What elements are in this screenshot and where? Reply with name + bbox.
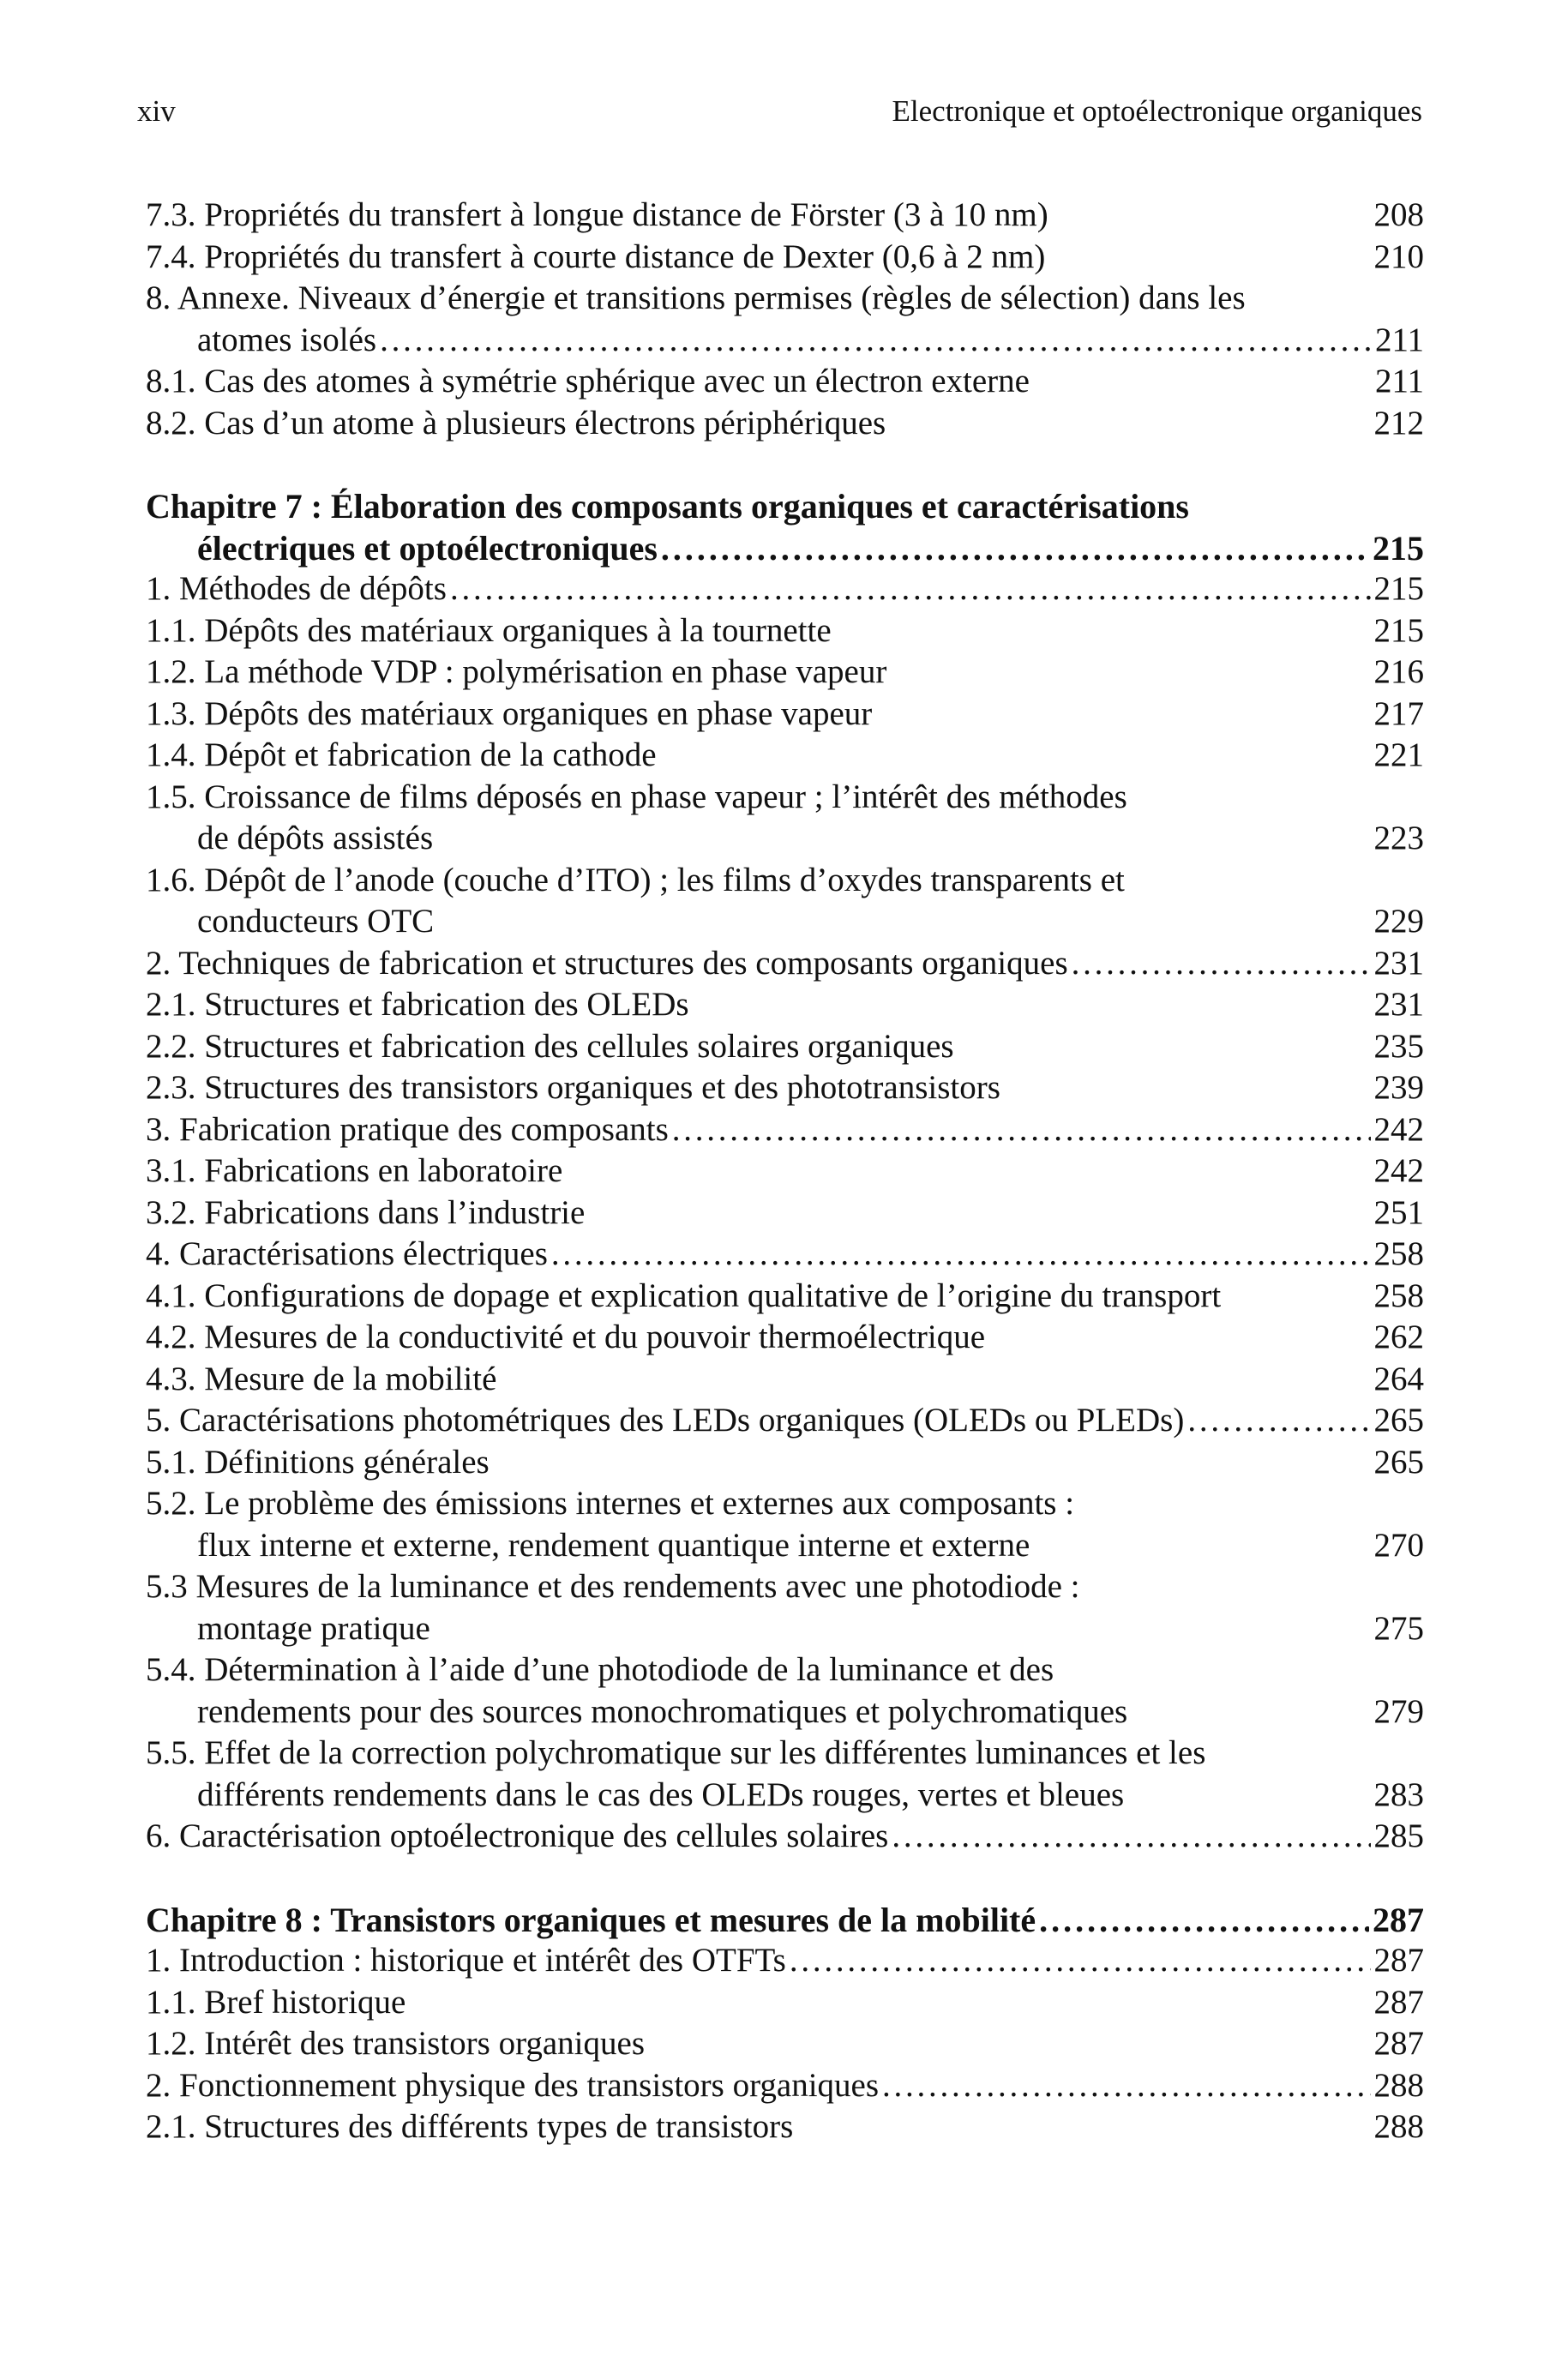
toc-entry-continuation — [146, 1525, 1424, 1567]
toc-entry-continuation — [146, 818, 1424, 860]
toc-entry — [146, 278, 1424, 320]
toc-entry-title: 3. Fabrication pratique des composants — [146, 1110, 669, 1148]
dot-leader — [1187, 1400, 1370, 1442]
dot-leader — [551, 1234, 1371, 1276]
toc-entry — [146, 1982, 1424, 2024]
toc-entry — [146, 1483, 1424, 1525]
toc-entry-page: 208 — [1373, 196, 1424, 233]
dot-leader — [672, 1109, 1371, 1151]
toc-entry — [146, 1026, 1424, 1068]
toc-entry-title: 1.2. Intérêt des transistors organiques — [146, 2025, 645, 2062]
toc-entry — [146, 1442, 1424, 1484]
toc-entry-page: 215 — [1373, 570, 1424, 607]
toc-entry-page: 287 — [1373, 2025, 1424, 2062]
dot-leader — [380, 320, 1372, 362]
page-number: xiv — [137, 94, 176, 128]
toc-entry-page: 288 — [1373, 2108, 1424, 2145]
toc-entry-title: flux interne et externe, rendement quantique interne et externe — [197, 1526, 1030, 1564]
toc-entry-title: 5. Caractérisations photométriques des LEDs organiques (OLEDs ou PLEDs) — [146, 1402, 1185, 1439]
toc-entry — [146, 943, 1424, 985]
chapter-7-heading — [146, 485, 1424, 568]
toc-entry — [146, 361, 1424, 403]
toc-entry-continuation — [146, 901, 1424, 943]
chapter-8-heading — [146, 1899, 1424, 1941]
toc-entry-page: 217 — [1373, 694, 1424, 732]
toc-entry-page: 212 — [1373, 404, 1424, 442]
toc-entry-page: 211 — [1374, 321, 1424, 358]
toc-entry — [146, 1067, 1424, 1109]
toc-entry — [146, 568, 1424, 610]
toc-entry-title: 1.1. Dépôts des matériaux organiques à la tournette — [146, 611, 832, 649]
toc-entry-title: 4.1. Configurations de dopage et explication qualitative de l’origine du transport — [146, 1277, 1222, 1314]
toc-entry-page: 215 — [1373, 611, 1424, 649]
toc-entry-page: 231 — [1373, 944, 1424, 982]
toc-entry-page: 231 — [1373, 986, 1424, 1023]
toc-entry — [146, 694, 1424, 736]
toc-entry — [146, 1234, 1424, 1276]
toc-entry-title: 4. Caractérisations électriques — [146, 1235, 548, 1272]
dot-leader — [450, 568, 1371, 610]
toc-entry-title: 8.1. Cas des atomes à symétrie sphérique avec un électron externe — [146, 363, 1030, 400]
toc-entry-title: 1.3. Dépôts des matériaux organiques en phase vapeur — [146, 694, 873, 732]
toc-entry-title: 8.2. Cas d’un atome à plusieurs électrons périphériques — [146, 404, 886, 442]
toc-entry-title: 1.2. La méthode VDP : polymérisation en phase vapeur — [146, 653, 887, 690]
toc-entry-title: 4.3. Mesure de la mobilité — [146, 1360, 497, 1397]
toc-entry — [146, 1733, 1424, 1775]
toc-entry-title: 1. Méthodes de dépôts — [146, 570, 447, 607]
toc-entry-title: 8. Annexe. Niveaux d’énergie et transitions permises (règles de sélection) dans les — [146, 279, 1246, 316]
toc-entry-page: 235 — [1373, 1027, 1424, 1065]
toc-entry-title: de dépôts assistés — [197, 820, 434, 856]
toc-entry-title: 1. Introduction : historique et intérêt des OTFTs — [146, 1942, 786, 1979]
toc-entry — [146, 1940, 1424, 1982]
toc-entry-page: 239 — [1373, 1069, 1424, 1106]
toc-entry-page: 264 — [1373, 1360, 1424, 1397]
toc-entry — [146, 2106, 1424, 2148]
toc-entry-page: 216 — [1373, 653, 1424, 690]
toc-entry-title: 2.1. Structures et fabrication des OLEDs — [146, 986, 689, 1023]
toc-entry-page: 283 — [1373, 1775, 1424, 1813]
toc-entry — [146, 1276, 1424, 1318]
toc-entry-title: 1.4. Dépôt et fabrication de la cathode — [146, 736, 657, 773]
toc-entry-title: 3.2. Fabrications dans l’industrie — [146, 1193, 586, 1231]
toc-entry-title: montage pratique — [197, 1609, 430, 1647]
toc-entry-title: 5.2. Le problème des émissions internes et externes aux composants : — [146, 1485, 1075, 1522]
toc-entry-title: 1.6. Dépôt de l’anode (couche d’ITO) ; les films d’oxydes transparents et — [146, 861, 1125, 898]
toc-entry — [146, 403, 1424, 445]
toc-entry-page: 275 — [1373, 1609, 1424, 1647]
page-header — [137, 94, 1422, 137]
toc-entry — [146, 1109, 1424, 1151]
toc-entry-title: différents rendements dans le cas des OLEDs rouges, vertes et bleues — [197, 1775, 1125, 1813]
toc-entry-page: 223 — [1373, 820, 1424, 856]
toc-entry — [146, 237, 1424, 279]
toc-entry — [146, 1816, 1424, 1858]
toc-entry-title: atomes isolés — [197, 321, 377, 358]
toc-entry-page: 265 — [1373, 1402, 1424, 1439]
dot-leader — [790, 1940, 1371, 1982]
toc-entry — [146, 1649, 1424, 1691]
toc-entry-page: 211 — [1374, 363, 1424, 400]
toc-entry — [146, 735, 1424, 777]
toc-entry-title: 3.1. Fabrications en laboratoire — [146, 1152, 563, 1189]
chapter-title-line — [146, 527, 1424, 569]
toc-entry — [146, 860, 1424, 902]
toc-entry-page: 288 — [1373, 2066, 1424, 2104]
toc-entry-title: 2.2. Structures et fabrication des cellules solaires organiques — [146, 1027, 954, 1065]
toc-entry-page: 210 — [1373, 237, 1424, 275]
toc-entry-page: 251 — [1373, 1193, 1424, 1231]
toc-entry-title: 5.5. Effet de la correction polychromatique sur les différentes luminances et les — [146, 1734, 1206, 1771]
toc-entry — [146, 1566, 1424, 1608]
toc-entry — [146, 777, 1424, 819]
toc-entry-title: 2. Fonctionnement physique des transistors organiques — [146, 2066, 880, 2104]
toc-entry-page: 262 — [1373, 1319, 1424, 1355]
table-of-contents — [146, 195, 1424, 2148]
toc-entry — [146, 2023, 1424, 2065]
toc-entry-page: 265 — [1373, 1443, 1424, 1481]
toc-entry-title: 2. Techniques de fabrication et structures des composants organiques — [146, 944, 1068, 982]
toc-entry-title: 1.1. Bref historique — [146, 1983, 406, 2021]
toc-entry-title: 2.3. Structures des transistors organiques et des phototransistors — [146, 1069, 1000, 1106]
toc-entry-page: 279 — [1373, 1692, 1424, 1730]
toc-entry-continuation — [146, 320, 1424, 362]
toc-entry — [146, 1193, 1424, 1235]
toc-entry-title: 6. Caractérisation optoélectronique des cellules solaires — [146, 1817, 889, 1854]
toc-entry — [146, 195, 1424, 237]
dot-leader — [661, 527, 1369, 569]
toc-entry — [146, 1150, 1424, 1193]
toc-entry-title: 7.3. Propriétés du transfert à longue distance de Förster (3 à 10 nm) — [146, 196, 1048, 233]
running-title: Electronique et optoélectronique organiques — [892, 94, 1422, 128]
chapter-title-line — [146, 485, 1424, 527]
toc-entry-page: 287 — [1373, 1983, 1424, 2021]
toc-entry-page: 285 — [1373, 1817, 1424, 1854]
chapter-title-line — [146, 1899, 1424, 1941]
toc-entry-continuation — [146, 1775, 1424, 1817]
toc-entry — [146, 1400, 1424, 1442]
toc-entry — [146, 1317, 1424, 1359]
chapter-title: électriques et optoélectroniques — [197, 528, 658, 568]
chapter-page: 215 — [1373, 528, 1424, 568]
toc-entry-page: 242 — [1373, 1110, 1424, 1148]
toc-entry-title: conducteurs OTC — [197, 903, 435, 940]
toc-entry — [146, 1359, 1424, 1401]
dot-leader — [882, 2065, 1370, 2107]
toc-entry-page: 242 — [1373, 1152, 1424, 1189]
toc-entry — [146, 610, 1424, 652]
dot-leader — [1072, 943, 1371, 985]
toc-entry-page: 258 — [1373, 1277, 1424, 1314]
toc-entry-title: 5.4. Détermination à l’aide d’une photodiode de la luminance et des — [146, 1651, 1054, 1688]
toc-entry-page: 287 — [1373, 1942, 1424, 1979]
toc-entry-page: 270 — [1373, 1526, 1424, 1564]
toc-entry-page: 258 — [1373, 1235, 1424, 1272]
toc-entry-title: 4.2. Mesures de la conductivité et du pouvoir thermoélectrique — [146, 1319, 986, 1355]
toc-entry — [146, 652, 1424, 694]
toc-entry — [146, 984, 1424, 1026]
dot-leader — [1039, 1899, 1369, 1941]
chapter-title: Chapitre 8 : Transistors organiques et mesures de la mobilité — [146, 1900, 1036, 1939]
chapter-title: Chapitre 7 : Élaboration des composants organiques et caractérisations — [146, 487, 1189, 526]
toc-entry-page: 221 — [1373, 736, 1424, 773]
toc-entry — [146, 2065, 1424, 2107]
toc-entry-title: 2.1. Structures des différents types de transistors — [146, 2108, 794, 2145]
chapter-page: 287 — [1373, 1900, 1424, 1939]
toc-entry-title: rendements pour des sources monochromatiques et polychromatiques — [197, 1692, 1128, 1730]
toc-entry-title: 5.3 Mesures de la luminance et des rendements avec une photodiode : — [146, 1568, 1080, 1605]
toc-entry-continuation — [146, 1691, 1424, 1733]
toc-entry-title: 7.4. Propriétés du transfert à courte distance de Dexter (0,6 à 2 nm) — [146, 237, 1046, 275]
toc-entry-page: 229 — [1373, 903, 1424, 940]
toc-entry-title: 1.5. Croissance de films déposés en phase vapeur ; l’intérêt des méthodes — [146, 778, 1127, 815]
toc-entry-continuation — [146, 1608, 1424, 1650]
dot-leader — [892, 1816, 1370, 1858]
toc-entry-title: 5.1. Définitions générales — [146, 1443, 490, 1481]
